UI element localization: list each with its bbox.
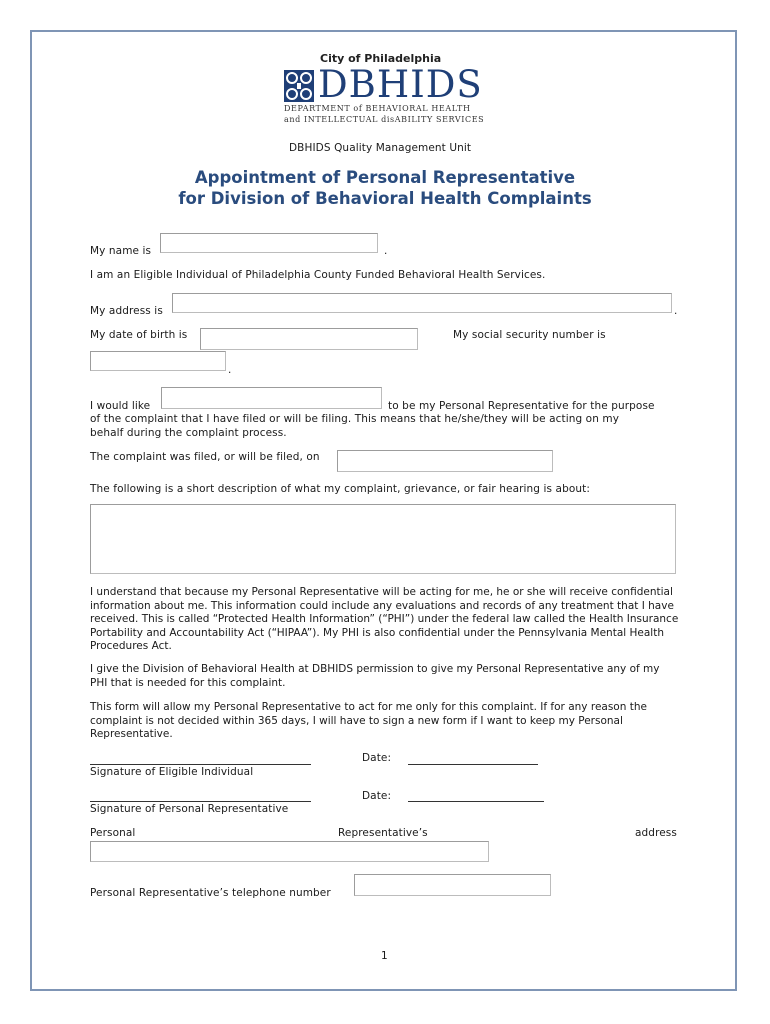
dob-field[interactable] (200, 328, 418, 350)
description-textarea[interactable] (90, 504, 676, 574)
rep-text-2: of the complaint that I have filed or will be filing. This means that he/she/they will be acting on my (90, 413, 620, 425)
name-label: My name is (90, 245, 152, 257)
logo-wordmark: DBHIDS (318, 63, 483, 106)
page-title-line-1: Appointment of Personal Representative (194, 168, 576, 187)
ssn-period: . (228, 364, 232, 376)
rep-text-1: to be my Personal Representative for the purpose (388, 400, 655, 412)
filed-label: The complaint was filed, or will be filed, on (90, 451, 320, 463)
filed-date-field[interactable] (337, 450, 553, 472)
date-line-2[interactable] (408, 801, 544, 802)
signature-line-individual[interactable] (90, 764, 311, 765)
unit-label: DBHIDS Quality Management Unit (289, 142, 472, 154)
hipaa-paragraph: I understand that because my Personal Representative will be acting for me, he or she will receive confidential information about me. This information could include any evaluations and records of any treatment that I have received. This is called “Protected Health Information” (“PHI”) under the federal law called the Health Insurance Portability and Accountability Act (“HIPAA”). My PHI is also confidential under the Pennsylvania Mental Health Procedures Act. (90, 586, 679, 652)
date-label-2: Date: (362, 790, 392, 802)
rep-label: I would like (90, 400, 151, 412)
city-label: City of Philadelphia (320, 52, 442, 65)
name-period: . (384, 245, 388, 257)
eligible-statement: I am an Eligible Individual of Philadelphia County Funded Behavioral Health Services. (90, 269, 546, 281)
rep-address-word-3: address (635, 827, 677, 839)
signature-label-individual: Signature of Eligible Individual (90, 766, 254, 778)
permission-paragraph: I give the Division of Behavioral Health at DBHIDS permission to give my Personal Representative any of my PHI that is needed for this complaint. (90, 663, 660, 689)
scope-paragraph: This form will allow my Personal Representative to act for me only for this complaint. If for any reason the complaint is not decided within 365 days, I will have to sign a new form if I want to keep my Personal Representative. (90, 701, 647, 740)
description-label: The following is a short description of what my complaint, grievance, or fair hearing is about: (90, 483, 590, 495)
rep-phone-field[interactable] (354, 874, 551, 896)
rep-text-3: behalf during the complaint process. (90, 427, 287, 439)
address-field[interactable] (172, 293, 672, 313)
date-line-1[interactable] (408, 764, 538, 765)
rep-name-field[interactable] (161, 387, 382, 409)
signature-line-representative[interactable] (90, 801, 311, 802)
dob-label: My date of birth is (90, 329, 188, 341)
page-number: 1 (381, 950, 388, 962)
logo-subline-2: and INTELLECTUAL disABILITY SERVICES (284, 115, 485, 124)
rep-address-field[interactable] (90, 841, 489, 862)
name-field[interactable] (160, 233, 378, 253)
signature-label-representative: Signature of Personal Representative (90, 803, 289, 815)
logo-subline-1: DEPARTMENT of BEHAVIORAL HEALTH (284, 104, 471, 113)
dbhids-logo-icon (284, 70, 314, 102)
ssn-field[interactable] (90, 351, 226, 371)
page-title-line-2: for Division of Behavioral Health Complaints (178, 189, 592, 208)
ssn-label: My social security number is (453, 329, 606, 341)
date-label-1: Date: (362, 752, 392, 764)
rep-address-word-2: Representative’s (338, 827, 428, 839)
address-period: . (674, 305, 678, 317)
rep-address-word-1: Personal (90, 827, 136, 839)
rep-phone-label: Personal Representative’s telephone number (90, 887, 331, 899)
address-label: My address is (90, 305, 163, 317)
